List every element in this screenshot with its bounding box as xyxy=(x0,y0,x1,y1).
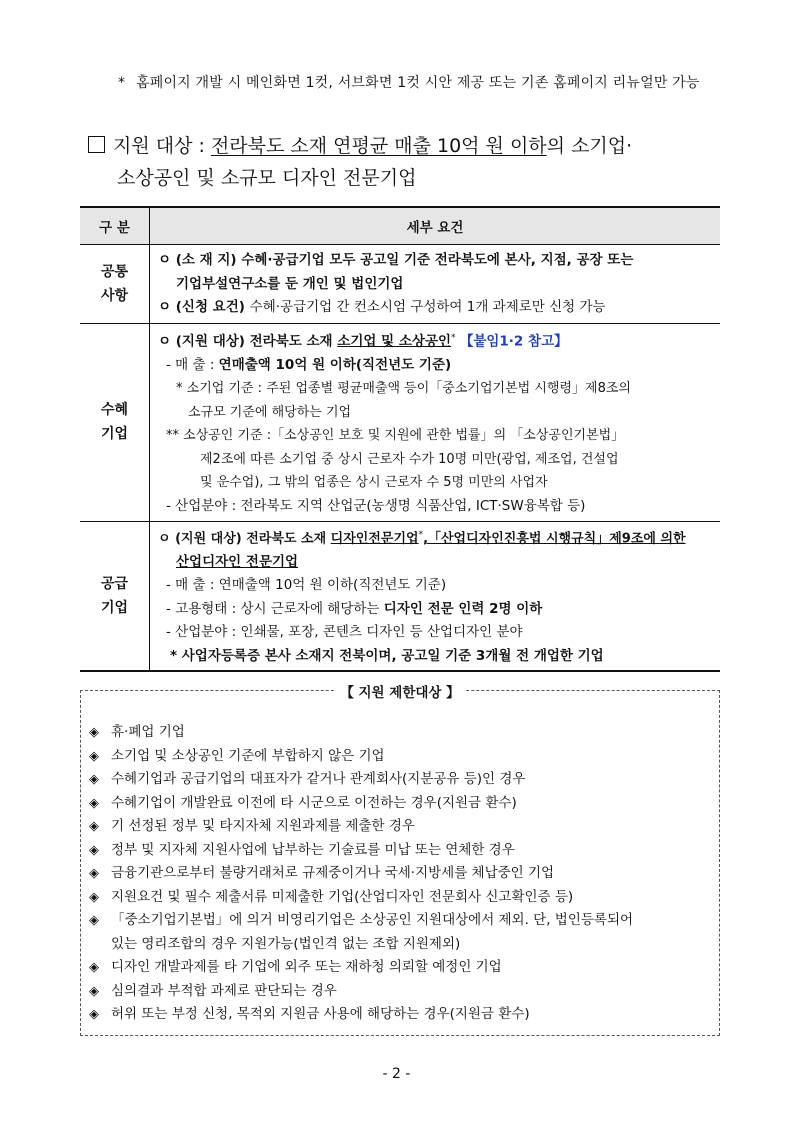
list-item-text: 휴·폐업 기업 xyxy=(111,724,185,740)
list-item-text: 「중소기업기본법」에 의거 비영리기업은 소상공인 지원대상에서 제외. 단, 법인등록되어 xyxy=(111,912,634,928)
supplier-line6: * 사업자등록증 본사 소재지 전북이며, 공고일 기준 3개월 전 개업한 기업 xyxy=(170,647,604,664)
recipient-line5: ** 소상공인 기준 :「소상공인 보호 및 지원에 관한 법률」의 「소상공인기본법」 xyxy=(166,428,625,443)
category-supplier-line1: 공급 xyxy=(100,576,129,593)
list-item-text: 디자인 개발과제를 타 기업에 외주 또는 재하청 의뢰할 예정인 기업 xyxy=(111,959,502,975)
supplier-line1-sup: * xyxy=(418,530,424,540)
diamond-bullet-icon: ◈ xyxy=(89,795,99,811)
detail-common xyxy=(150,245,721,324)
supplier-line1a: ㅇ (지원 대상) 전라북도 소재 xyxy=(158,531,331,547)
page-number: - 2 - xyxy=(382,1066,411,1082)
supplier-line4b: 디자인 전문 인력 2명 이하 xyxy=(383,600,543,617)
list-item-text: 수혜기업과 공급기업의 대표자가 같거나 관계회사(지분공유 등)인 경우 xyxy=(111,771,526,787)
supplier-line4a: - 고용형태 : 상시 근로자에 해당하는 xyxy=(166,600,384,617)
list-item-text: 기 선정된 정부 및 타지자체 지원과제를 제출한 경우 xyxy=(111,818,415,834)
note-text: 홈페이지 개발 시 메인화면 1컷, 서브화면 1컷 시안 제공 또는 기존 홈페이지 리뉴얼만 가능 xyxy=(136,75,700,91)
diamond-bullet-icon: ◈ xyxy=(89,772,99,787)
list-item-text: 허위 또는 부정 신청, 목적외 지원금 사용에 해당하는 경우(지원금 환수) xyxy=(111,1006,530,1022)
detail-supplier xyxy=(150,522,721,672)
list-item-text: 정부 및 지자체 지원사업에 납부하는 기술료를 미납 또는 연체한 경우 xyxy=(111,841,515,858)
diamond-bullet-icon: ◈ xyxy=(89,983,99,999)
row-recipient xyxy=(80,323,720,522)
category-common-line2: 사항 xyxy=(100,287,129,304)
supplier-line3: - 매 출 : 연매출액 10억 원 이하(직전년도 기준) xyxy=(166,577,447,594)
list-item xyxy=(89,980,713,1004)
recipient-line1-sup: * xyxy=(451,332,456,343)
recipient-line3: * 소기업 기준 : 주된 업종별 평균매출액 등이「중소기업기본법 시행령」제8조의 xyxy=(176,381,631,396)
diamond-bullet-icon: ◈ xyxy=(89,913,99,928)
checkbox-icon xyxy=(88,136,105,153)
diamond-bullet-icon: ◈ xyxy=(89,889,99,905)
diamond-bullet-icon: ◈ xyxy=(89,842,99,858)
supplier-line1b: 디자인전문기업 xyxy=(330,531,419,547)
restrictions-title-text: 【 지원 제한대상 】 xyxy=(334,685,465,701)
list-item xyxy=(89,909,713,956)
restrictions-box xyxy=(80,685,720,1036)
common-line1a: ㅇ (소 재 지) 수혜·공급기업 모두 공고일 기준 xyxy=(158,252,435,268)
heading-underlined: 전라북도 소재 연평균 매출 10억 원 이하 xyxy=(210,135,547,157)
supplier-line2: 산업디자인 전문기업 xyxy=(176,553,299,570)
diamond-bullet-icon: ◈ xyxy=(89,866,99,881)
heading-rest-2: 소상공인 및 소규모 디자인 전문기업 xyxy=(117,167,417,189)
recipient-line4: 소규모 기준에 해당하는 기업 xyxy=(188,404,352,420)
heading-prefix: 지원 대상 : xyxy=(113,135,211,157)
list-item xyxy=(89,886,713,910)
list-item-text: 지원요건 및 필수 제출서류 미제출한 기업(산업디자인 전문회사 신고확인증 등) xyxy=(111,888,574,905)
category-supplier-line2: 기업 xyxy=(100,600,129,617)
list-item xyxy=(89,745,713,769)
diamond-bullet-icon: ◈ xyxy=(89,819,99,834)
recipient-attachment-ref: 【붙임1·2 참고】 xyxy=(459,333,568,349)
header-detail: 세부 요건 xyxy=(150,207,721,245)
list-item-text: 심의결과 부적합 과제로 판단되는 경우 xyxy=(111,982,337,999)
category-common xyxy=(80,245,150,324)
category-recipient xyxy=(80,323,150,522)
list-item-text: 수혜기업이 개발완료 이전에 타 시군으로 이전하는 경우(지원금 환수) xyxy=(111,794,517,811)
row-common xyxy=(80,245,720,324)
recipient-line6: 제2조에 따른 소기업 중 상시 근로자 수가 10명 미만(광업, 제조업, 건설업 xyxy=(200,451,619,467)
list-item xyxy=(89,862,713,886)
common-line1b: 전라북도에 본사, 지점, 공장 또는 xyxy=(434,252,634,268)
recipient-line1a: ㅇ (지원 대상) 전라북도 소재 xyxy=(158,333,338,349)
detail-recipient xyxy=(150,323,721,522)
list-item-text: 금융기관으로부터 불량거래처로 규제중이거나 국세·지방세를 체납중인 기업 xyxy=(111,865,555,881)
supplier-line1c: ,「산업디자인진흥법 시행규칙」제9조에 의한 xyxy=(423,531,686,547)
requirements-table xyxy=(80,206,720,672)
note-star: * xyxy=(118,75,126,91)
restrictions-title xyxy=(81,681,719,701)
list-item xyxy=(89,721,713,745)
diamond-bullet-icon: ◈ xyxy=(89,1007,99,1022)
category-recipient-line2: 기업 xyxy=(100,426,129,443)
list-item xyxy=(89,839,713,863)
supplier-line5: - 산업분야 : 인쇄물, 포장, 콘텐츠 디자인 등 산업디자인 분야 xyxy=(166,624,523,641)
list-item xyxy=(89,792,713,816)
diamond-bullet-icon: ◈ xyxy=(89,960,99,975)
common-line3a: ㅇ (신청 요건) xyxy=(158,299,250,315)
diamond-bullet-icon: ◈ xyxy=(89,748,99,764)
common-line2: 기업부설연구소를 둔 개인 및 법인기업 xyxy=(176,275,404,292)
top-note xyxy=(118,70,728,96)
category-recipient-line1: 수혜 xyxy=(100,402,129,419)
recipient-line8: - 산업분야 : 전라북도 지역 산업군(농생명 식품산업, ICT·SW융복합 등) xyxy=(166,497,586,514)
list-item-text-cont: 있는 영리조합의 경우 지원가능(법인격 없는 조합 지원제외) xyxy=(111,935,461,952)
common-line3b: 수혜·공급기업 간 컨소시엄 구성하여 1개 과제로만 신청 가능 xyxy=(249,299,606,315)
restrictions-list xyxy=(89,721,713,1027)
category-supplier xyxy=(80,522,150,672)
header-category: 구 분 xyxy=(80,207,150,245)
list-item xyxy=(89,815,713,839)
list-item xyxy=(89,1003,713,1027)
recipient-line2b: 연매출액 10억 원 이하(직전년도 기준) xyxy=(218,356,452,373)
recipient-line1b: 소기업 및 소상공인 xyxy=(337,333,452,349)
list-item xyxy=(89,768,713,792)
support-target-heading xyxy=(88,130,728,194)
row-supplier xyxy=(80,522,720,672)
list-item-text: 소기업 및 소상공인 기준에 부합하지 않은 기업 xyxy=(111,747,385,764)
recipient-line7: 및 운수업), 그 밖의 업종은 상시 근로자 수 5명 미만의 사업자 xyxy=(200,475,548,490)
heading-rest-1: 의 소기업· xyxy=(546,135,633,157)
diamond-bullet-icon: ◈ xyxy=(89,725,99,740)
list-item xyxy=(89,956,713,980)
recipient-line2a: - 매 출 : xyxy=(166,356,219,373)
category-common-line1: 공통 xyxy=(100,263,129,280)
